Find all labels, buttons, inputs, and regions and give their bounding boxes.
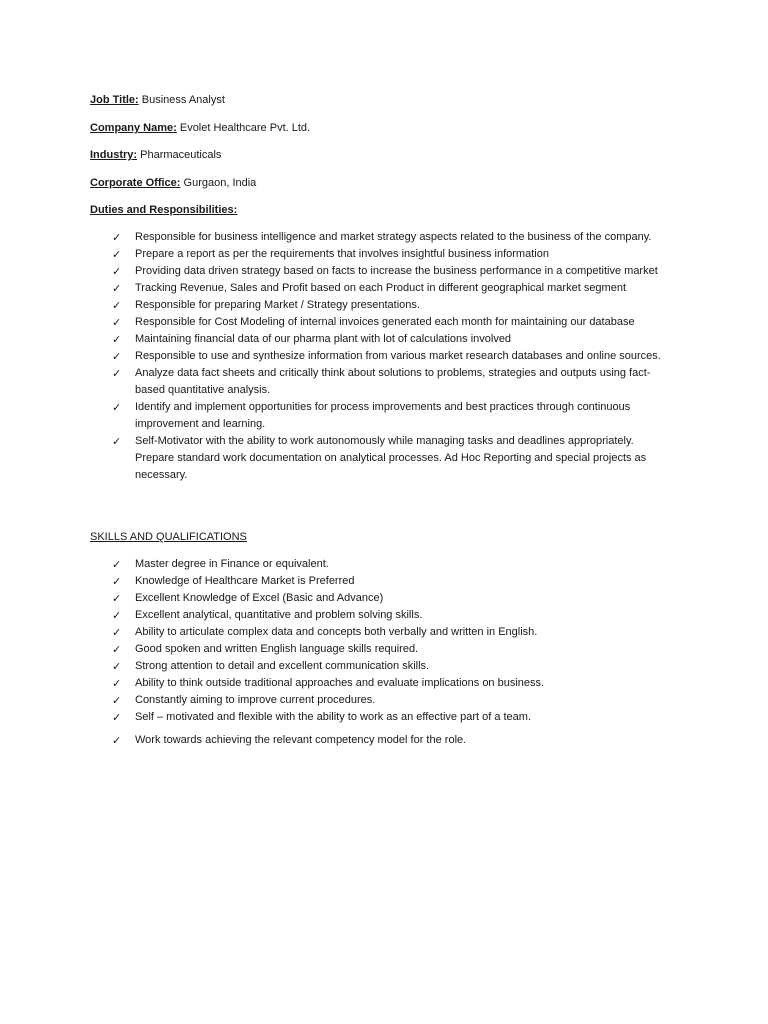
checkmark-icon: ✓ xyxy=(112,558,122,571)
duties-heading: Duties and Responsibilities: xyxy=(90,204,238,216)
list-item-text: Work towards achieving the relevant competency model for the role. xyxy=(135,734,467,746)
checkmark-icon: ✓ xyxy=(112,316,122,329)
checkmark-icon: ✓ xyxy=(112,711,122,724)
list-item xyxy=(0,675,675,692)
list-item-text: Tracking Revenue, Sales and Profit based on each Product in different geographical market segment xyxy=(135,282,627,294)
skills-list xyxy=(0,556,675,749)
list-item-text: Excellent Knowledge of Excel (Basic and Advance) xyxy=(135,592,384,604)
list-item xyxy=(0,331,675,348)
list-item-text: Prepare a report as per the requirements that involves insightful business information xyxy=(135,248,549,260)
job-title-label: Job Title: xyxy=(90,94,139,106)
list-item xyxy=(0,556,675,573)
list-item xyxy=(0,399,675,433)
list-item xyxy=(0,365,675,399)
list-item-text: Providing data driven strategy based on facts to increase the business performance in a competitive market xyxy=(135,265,658,277)
corporate-office-value: Gurgaon, India xyxy=(180,177,257,189)
list-item-text: Responsible for business intelligence and market strategy aspects related to the business of the company. xyxy=(135,231,652,243)
company-name-label: Company Name: xyxy=(90,122,177,134)
job-title-line xyxy=(90,93,225,107)
list-item xyxy=(0,246,675,263)
industry-line xyxy=(90,148,221,162)
checkmark-icon: ✓ xyxy=(112,333,122,346)
checkmark-icon: ✓ xyxy=(112,299,122,312)
company-name-value: Evolet Healthcare Pvt. Ltd. xyxy=(176,122,311,134)
list-item-text: Responsible to use and synthesize information from various market research databases and online sources. xyxy=(135,350,661,362)
list-item-text: Ability to think outside traditional approaches and evaluate implications on business. xyxy=(135,677,545,689)
checkmark-icon: ✓ xyxy=(112,401,122,414)
list-item xyxy=(0,641,675,658)
skills-heading: SKILLS AND QUALIFICATIONS xyxy=(90,531,247,543)
list-item-text: Self – motivated and flexible with the ability to work as an effective part of a team. xyxy=(135,711,532,723)
industry-value: Pharmaceuticals xyxy=(137,149,222,161)
checkmark-icon: ✓ xyxy=(112,231,122,244)
list-item-text: Self-Motivator with the ability to work autonomously while managing tasks and deadlines appropriately. Prepare standard work documentation on analytical processes. Ad Hoc Reporting and special projects as necessary. xyxy=(135,435,647,481)
checkmark-icon: ✓ xyxy=(112,694,122,707)
checkmark-icon: ✓ xyxy=(112,626,122,639)
duties-list xyxy=(0,229,675,484)
list-item-text: Good spoken and written English language skills required. xyxy=(135,643,419,655)
list-item-text: Responsible for preparing Market / Strategy presentations. xyxy=(135,299,420,311)
list-item-text: Excellent analytical, quantitative and problem solving skills. xyxy=(135,609,423,621)
list-item xyxy=(0,263,675,280)
checkmark-icon: ✓ xyxy=(112,592,122,605)
list-item xyxy=(0,297,675,314)
checkmark-icon: ✓ xyxy=(112,282,122,295)
checkmark-icon: ✓ xyxy=(112,575,122,588)
industry-label: Industry: xyxy=(90,149,138,161)
checkmark-icon: ✓ xyxy=(112,367,122,380)
corporate-office-label: Corporate Office: xyxy=(90,177,181,189)
list-item xyxy=(0,348,675,365)
list-item-text: Constantly aiming to improve current procedures. xyxy=(135,694,376,706)
list-item xyxy=(0,692,675,709)
checkmark-icon: ✓ xyxy=(112,248,122,261)
checkmark-icon: ✓ xyxy=(112,435,122,448)
list-item xyxy=(0,433,675,484)
checkmark-icon: ✓ xyxy=(112,734,122,747)
list-item xyxy=(0,229,675,246)
list-item xyxy=(0,590,675,607)
checkmark-icon: ✓ xyxy=(112,643,122,656)
checkmark-icon: ✓ xyxy=(112,609,122,622)
list-item-text: Master degree in Finance or equivalent. xyxy=(135,558,329,570)
list-item-text: Responsible for Cost Modeling of internal invoices generated each month for maintaining our database xyxy=(135,316,635,328)
checkmark-icon: ✓ xyxy=(112,265,122,278)
list-item xyxy=(0,709,675,726)
company-name-line xyxy=(90,121,310,135)
job-title-value: Business Analyst xyxy=(138,94,225,106)
list-item xyxy=(0,607,675,624)
list-item-text: Analyze data fact sheets and critically think about solutions to problems, strategies and outputs using fact-based quantitative analysis. xyxy=(135,367,651,396)
corporate-office-line xyxy=(90,176,256,190)
list-item xyxy=(0,314,675,331)
list-item-text: Strong attention to detail and excellent communication skills. xyxy=(135,660,430,672)
list-item-text: Identify and implement opportunities for process improvements and best practices through continuous improvement and learning. xyxy=(135,401,631,430)
list-item xyxy=(0,280,675,297)
checkmark-icon: ✓ xyxy=(112,660,122,673)
checkmark-icon: ✓ xyxy=(112,350,122,363)
list-item xyxy=(0,573,675,590)
list-item xyxy=(0,658,675,675)
list-item xyxy=(0,624,675,641)
list-item-text: Ability to articulate complex data and concepts both verbally and written in English. xyxy=(135,626,538,638)
list-item xyxy=(0,732,675,749)
checkmark-icon: ✓ xyxy=(112,677,122,690)
list-item-text: Knowledge of Healthcare Market is Preferred xyxy=(135,575,355,587)
list-item-text: Maintaining financial data of our pharma plant with lot of calculations involved xyxy=(135,333,512,345)
